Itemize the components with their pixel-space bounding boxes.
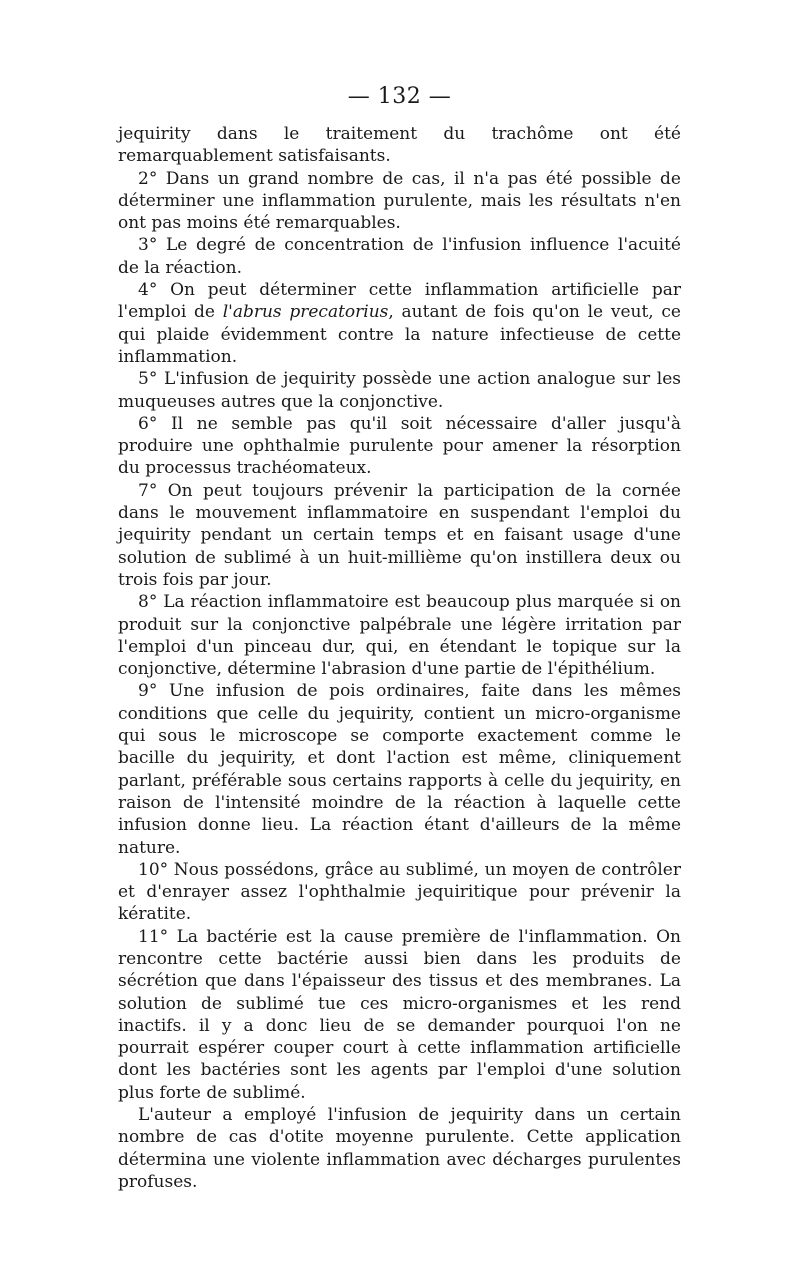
- italic-text: l'abrus precatorius: [222, 302, 389, 323]
- paragraph: [118, 368, 681, 413]
- paragraph: [118, 859, 681, 926]
- paragraph-text: 8° La réaction inflammatoire est beaucoup plus marquée si on produit sur la conjonctive palpébrale une légère irritation par l'emploi d'un pinceau dur, qui, en étendant le topique sur la conjonctive, détermine l'abrasion d'une partie de l'épithélium.: [118, 592, 681, 680]
- document-body: [118, 123, 681, 1193]
- paragraph-text: jequirity dans le traitement du trachôme ont été remarquablement satisfaisants.: [118, 124, 681, 167]
- paragraph-text: 2° Dans un grand nombre de cas, il n'a pas été possible de déterminer une inflammation purulente, mais les résultats n'en ont pas moins été remarquables.: [118, 168, 681, 234]
- paragraph-text: 9° Une infusion de pois ordinaires, faite dans les mêmes conditions que celle du jequirity, contient un micro-organisme qui sous le microscope se comporte exactement comme le bacille du jequirity, et dont l'action est même, cliniquement parlant, préférable sous certains rapports à celle du jequirity, en raison de l'intensité moindre de la réaction à laquelle cette infusion donne lieu. La réaction étant d'ailleurs de la même nature.: [118, 681, 681, 858]
- page-number: — 132 —: [347, 84, 452, 109]
- paragraph: [118, 234, 681, 279]
- paragraph: [118, 413, 681, 480]
- paragraph-text: 4° On peut déterminer cette inflammation artificielle par l'emploi de: [118, 280, 681, 323]
- paragraph-text: 7° On peut toujours prévenir la participation de la cornée dans le mouvement inflammatoire en suspendant l'emploi du jequirity pendant un certain temps et en faisant usage d'une solution de sublimé à un huit-millième qu'on instillera deux ou trois fois par jour.: [118, 480, 681, 590]
- paragraph-text: 3° Le degré de concentration de l'infusion influence l'acuité de la réaction.: [118, 235, 681, 278]
- paragraph: [118, 168, 681, 235]
- paragraph: [118, 123, 681, 168]
- paragraph-text: L'auteur a employé l'infusion de jequirity dans un certain nombre de cas d'otite moyenne purulente. Cette application détermina une violente inflammation avec décharges purulentes profuses.: [118, 1105, 681, 1192]
- paragraph: [118, 926, 681, 1104]
- paragraph: [118, 680, 681, 858]
- paragraph: [118, 591, 681, 680]
- paragraph-text: 10° Nous possédons, grâce au sublimé, un moyen de contrôler et d'enrayer assez l'ophthalmie jequiritique pour prévenir la kératite.: [118, 859, 681, 925]
- paragraph-text: 11° La bactérie est la cause première de l'inflammation. On rencontre cette bactérie aussi bien dans les produits de sécrétion que dans l'épaisseur des tissus et des membranes. La solution de sublimé tue ces micro-organismes et les rend inactifs. il y a donc lieu de se demander pourquoi l'on ne pourrait espérer couper court à cette inflammation artificielle dont les bactéries sont les agents par l'emploi d'une solution plus forte de sublimé.: [118, 926, 681, 1103]
- paragraph: [118, 279, 681, 368]
- paragraph-text: 5° L'infusion de jequirity possède une action analogue sur les muqueuses autres que la conjonctive.: [118, 369, 681, 412]
- paragraph: [118, 1104, 681, 1193]
- paragraph-text: 6° Il ne semble pas qu'il soit nécessaire d'aller jusqu'à produire une ophthalmie purulente pour amener la résorption du processus trachéomateux.: [118, 413, 681, 479]
- paragraph-text: , autant de fois qu'on le veut, ce qui plaide évidemment contre la nature infectieuse de cette inflammation.: [118, 302, 681, 367]
- paragraph: [118, 480, 681, 591]
- document-page: [118, 82, 681, 1193]
